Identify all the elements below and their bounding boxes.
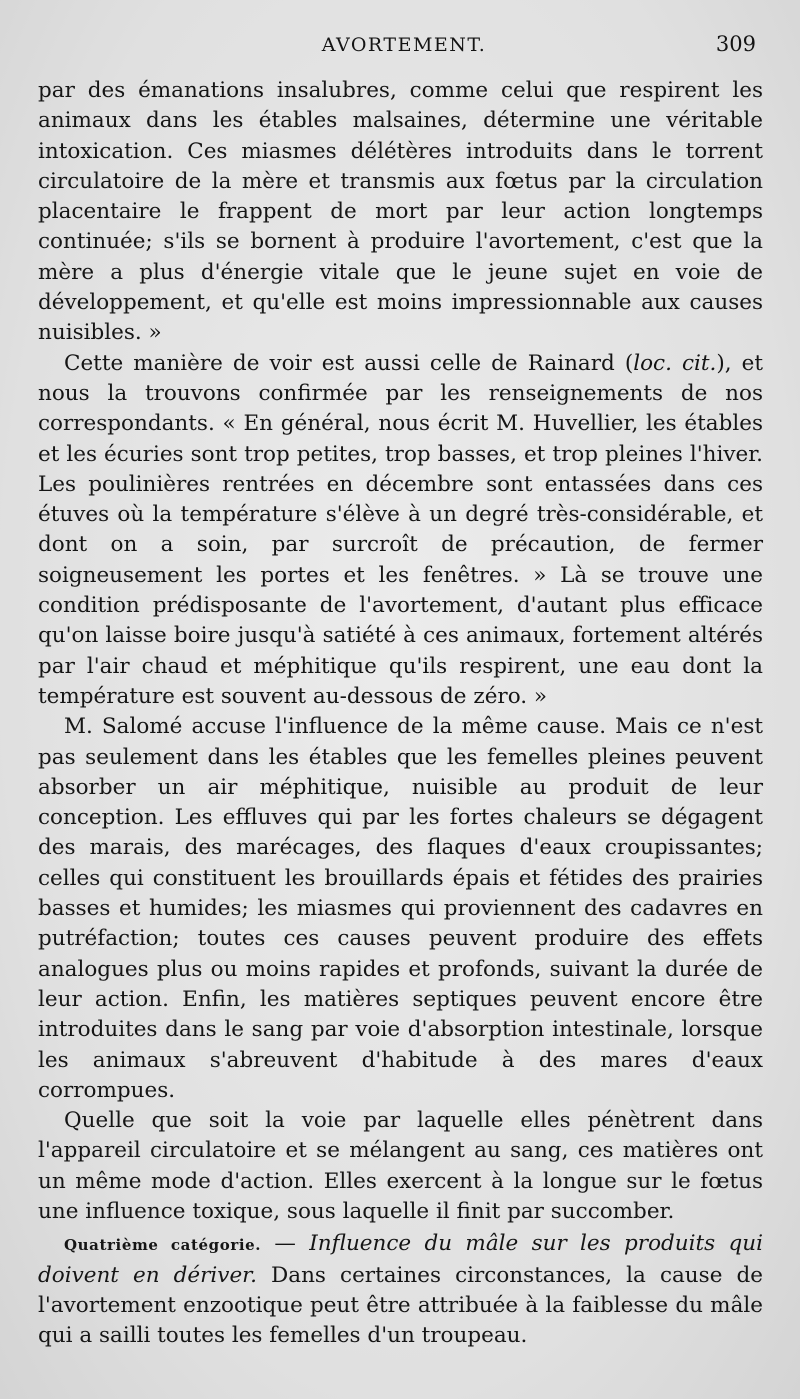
- category-title: Influence du mâle sur les produits qui doivent en dériver.: [38, 1231, 763, 1288]
- running-head: AVORTEMENT.: [321, 34, 487, 56]
- page-header: [40, 30, 760, 64]
- body-text: [38, 76, 763, 1351]
- paragraph-2-text-a: Cette manière de voir est aussi celle de Rainard (: [64, 350, 634, 376]
- citation-loc-cit: loc. cit.: [633, 350, 717, 376]
- category-label: Quatrième catégorie.: [64, 1236, 262, 1255]
- paragraph-1: par des émanations insalubres, comme celui que respirent les animaux dans les étables malsaines, détermine une véritable intoxication. Ces miasmes délétères introduits dans le torrent circulatoire de la mère et transmis aux fœtus par la circulation placentaire le frappent de mort par leur action longtemps continuée; s'ils se bornent à produire l'avortement, c'est que la mère a plus d'énergie vitale que le jeune sujet en voie de développement, et qu'elle est moins impressionnable aux causes nuisibles. »: [38, 78, 763, 346]
- paragraph-5: [38, 1229, 763, 1351]
- paragraph-3: M. Salomé accuse l'influence de la même cause. Mais ce n'est pas seulement dans les étables que les femelles pleines peuvent absorber un air méphitique, nuisible au produit de leur conception. Les effluves qui par les fortes chaleurs se dégagent des marais, des marécages, des flaques d'eaux croupissantes; celles qui constituent les brouillards épais et fétides des prairies basses et humides; les miasmes qui proviennent des cadavres en putréfaction; toutes ces causes peuvent produire des effets analogues plus ou moins rapides et profonds, suivant la durée de leur action. Enfin, les matières septiques peuvent encore être introduites dans le sang par voie d'absorption intestinale, lorsque les animaux s'abreuvent d'habitude à des mares d'eaux corrompues.: [38, 714, 763, 1103]
- page-number: 309: [715, 32, 756, 56]
- paragraph-4: Quelle que soit la voie par laquelle elles pénètrent dans l'appareil circulatoire et se mélangent au sang, ces matières ont un même mode d'action. Elles exercent à la longue sur le fœtus une influence toxique, sous laquelle il finit par succomber.: [38, 1108, 763, 1224]
- paragraph-2-text-b: ), et nous la trouvons confirmée par les renseignements de nos correspondants. « En général, nous écrit M. Huvellier, les étables et les écuries sont trop petites, trop basses, et trop pleines l'hiver. Les poulinières rentrées en décembre sont entassées dans ces étuves où la température s'élève à un degré très-considérable, et dont on a soin, par surcroît de précaution, de fermer soigneusement les portes et les fenêtres. » Là se trouve une condition prédisposante de l'avortement, d'autant plus efficace qu'on laisse boire jusqu'à satiété à ces animaux, fortement altérés par l'air chaud et méphitique qu'ils respirent, une eau dont la température est souvent au-dessous de zéro. »: [38, 350, 763, 709]
- category-dash: —: [261, 1231, 310, 1257]
- paragraph-5-text: Dans certaines circonstances, la cause de l'avortement enzootique peut être attribuée à la faiblesse du mâle qui a sailli toutes les femelles d'un troupeau.: [38, 1262, 763, 1349]
- paragraph-2: [38, 349, 763, 713]
